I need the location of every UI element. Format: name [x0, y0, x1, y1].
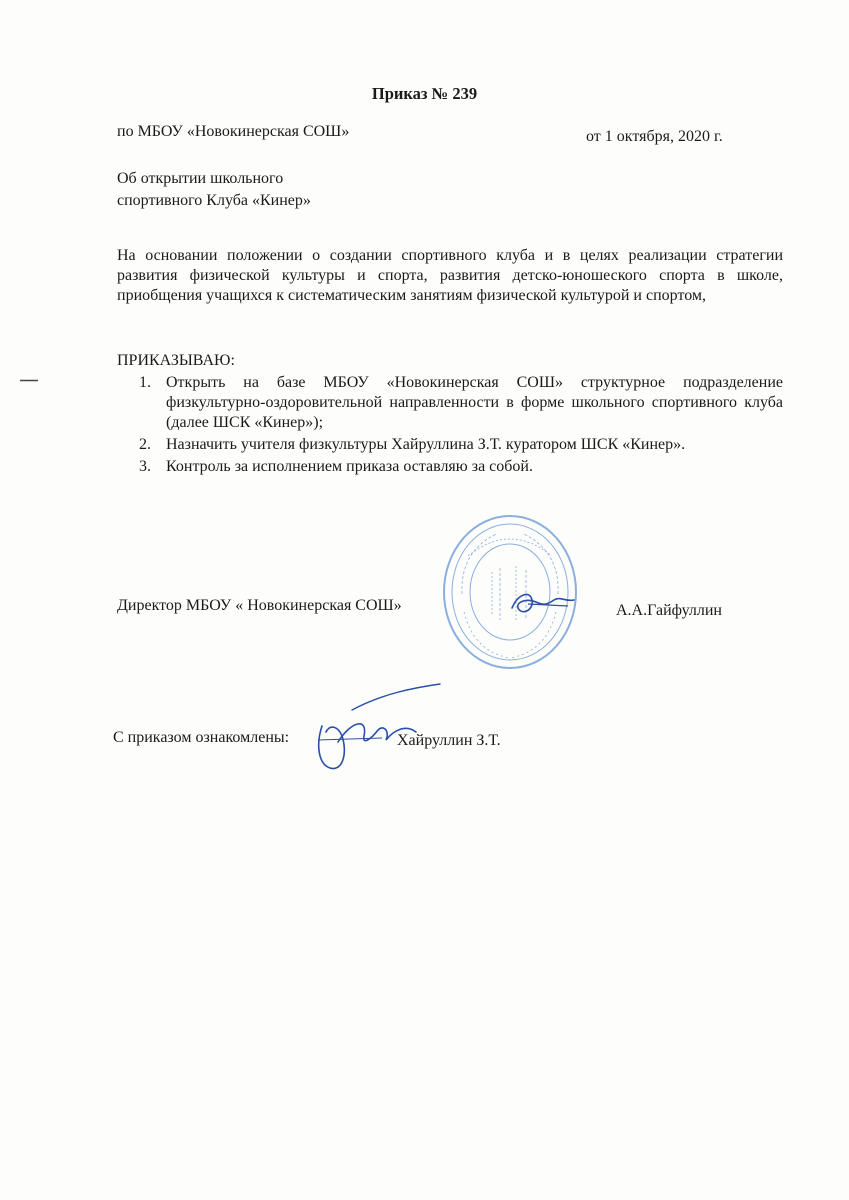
- order-date: от 1 октября, 2020 г.: [586, 128, 723, 145]
- preamble-paragraph: На основании положении о создании спортивного клуба и в целях реализации стратегии развития физической культуры и спорта, развития детско-юношеского спорта в школе, приобщения учащихся к систематическим занятиям физической культурой и спортом,: [117, 247, 783, 304]
- director-name: А.А.Гайфуллин: [616, 602, 722, 619]
- order-item-number: 2.: [139, 436, 151, 453]
- order-subject: [117, 168, 311, 212]
- acknowledged-label: С приказом ознакомлены:: [113, 729, 290, 746]
- scan-mark: [20, 379, 38, 382]
- order-item: [139, 435, 783, 455]
- subject-line-2: спортивного Клуба «Кинер»: [117, 192, 311, 209]
- curator-signature: [312, 680, 442, 780]
- acknowledged-name: Хайруллин З.Т.: [397, 732, 501, 749]
- order-keyword: ПРИКАЗЫВАЮ:: [117, 352, 235, 369]
- subject-line-1: Об открытии школьного: [117, 170, 284, 187]
- order-item: [139, 457, 783, 477]
- director-title: Директор МБОУ « Новокинерская СОШ»: [117, 597, 402, 614]
- order-item-number: 1.: [139, 374, 151, 391]
- order-title: Приказ № 239: [371, 84, 478, 103]
- order-item-text: Контроль за исполнением приказа оставляю за собой.: [166, 458, 533, 475]
- order-items-list: [139, 373, 783, 479]
- order-item-number: 3.: [139, 458, 151, 475]
- order-item-text: Назначить учителя физкультуры Хайруллина З.Т. куратором ШСК «Кинер».: [166, 436, 686, 453]
- order-item: [139, 373, 783, 433]
- organization-line: по МБОУ «Новокинерская СОШ»: [117, 123, 350, 140]
- order-item-text: Открыть на базе МБОУ «Новокинерская СОШ» структурное подразделение физкультурно-оздоровительной направленности в форме школьного спортивного клуба (далее ШСК «Кинер»);: [166, 374, 783, 431]
- director-signature: [508, 586, 578, 622]
